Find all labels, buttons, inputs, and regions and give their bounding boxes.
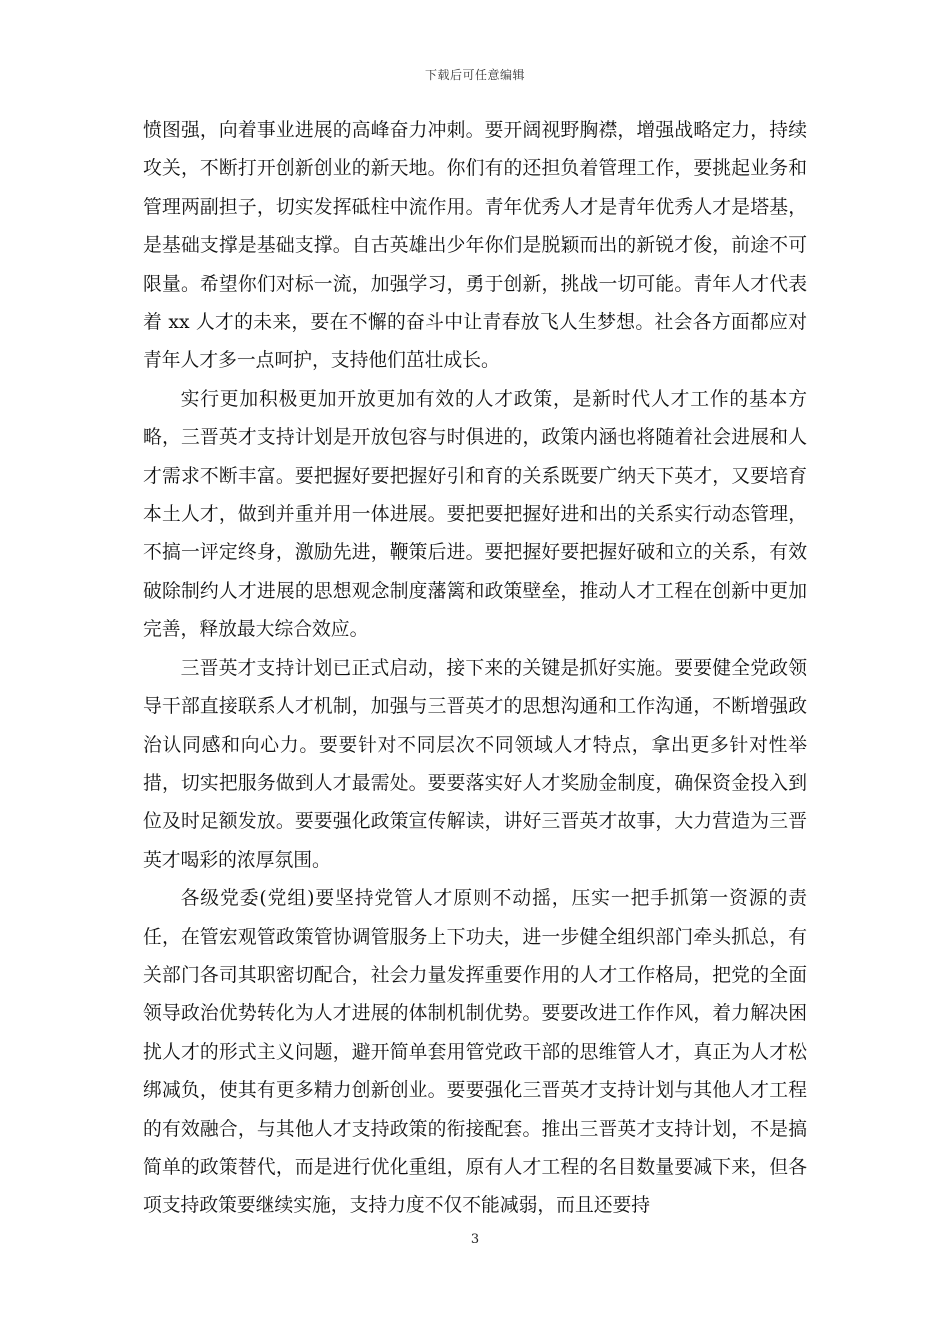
paragraph-1: 愤图强，向着事业进展的高峰奋力冲刺。要开阔视野胸襟，增强战略定力，持续攻关，不断打开创新创业的新天地。你们有的还担负着管理工作，要挑起业务和管理两副担子，切实发挥砥柱中流作用。青年优秀人才是青年优秀人才是塔基，是基础支撑是基础支撑。自古英雄出少年你们是脱颖而出的新锐才俊，前途不可限量。希望你们对标一流，加强学习，勇于创新，挑战一切可能。青年人才代表着 xx 人才的未来，要在不懈的奋斗中让青春放飞人生梦想。社会各方面都应对青年人才多一点呵护，支持他们茁壮成长。 — [143, 120, 807, 372]
paragraph-3: 三晋英才支持计划已正式启动，接下来的关键是抓好实施。要要健全党政领导干部直接联系人才机制，加强与三晋英才的思想沟通和工作沟通，不断增强政治认同感和向心力。要要针对不同层次不同领域人才特点，拿出更多针对性举措，切实把服务做到人才最需处。要要落实好人才奖励金制度，确保资金投入到位及时足额发放。要要强化政策宣传解读，讲好三晋英才故事，大力营造为三晋英才喝彩的浓厚氛围。 — [143, 657, 807, 871]
paragraph-2: 实行更加积极更加开放更加有效的人才政策，是新时代人才工作的基本方略，三晋英才支持计划是开放包容与时俱进的，政策内涵也将随着社会进展和人才需求不断丰富。要把握好要把握好引和育的关系既要广纳天下英才，又要培育本土人才，做到并重并用一体进展。要把要把握好进和出的关系实行动态管理，不搞一评定终身，激励先进，鞭策后进。要把握好要把握好破和立的关系，有效破除制约人才进展的思想观念制度藩篱和政策壁垒，推动人才工程在创新中更加完善，释放最大综合效应。 — [143, 388, 807, 641]
page-number: 3 — [470, 1232, 480, 1247]
document-body — [143, 112, 807, 1226]
paragraph-4: 各级党委(党组)要坚持党管人才原则不动摇，压实一把手抓第一资源的责任，在管宏观管政策管协调管服务上下功夫，进一步健全组织部门牵头抓总，有关部门各司其职密切配合，社会力量发挥重要作用的人才工作格局，把党的全面领导政治优势转化为人才进展的体制机制优势。要要改进工作作风，着力解决困扰人才的形式主义问题，避开简单套用管党政干部的思维管人才，真正为人才松绑减负，使其有更多精力创新创业。要要强化三晋英才支持计划与其他人才工程的有效融合，与其他人才支持政策的衔接配套。推出三晋英才支持计划，不是搞简单的政策替代，而是进行优化重组，原有人才工程的名目数量要减下来，但各项支持政策要继续实施，支持力度不仅不能减弱，而且还要持 — [143, 888, 807, 1217]
page-header: 下载后可任意编辑 — [424, 68, 525, 82]
